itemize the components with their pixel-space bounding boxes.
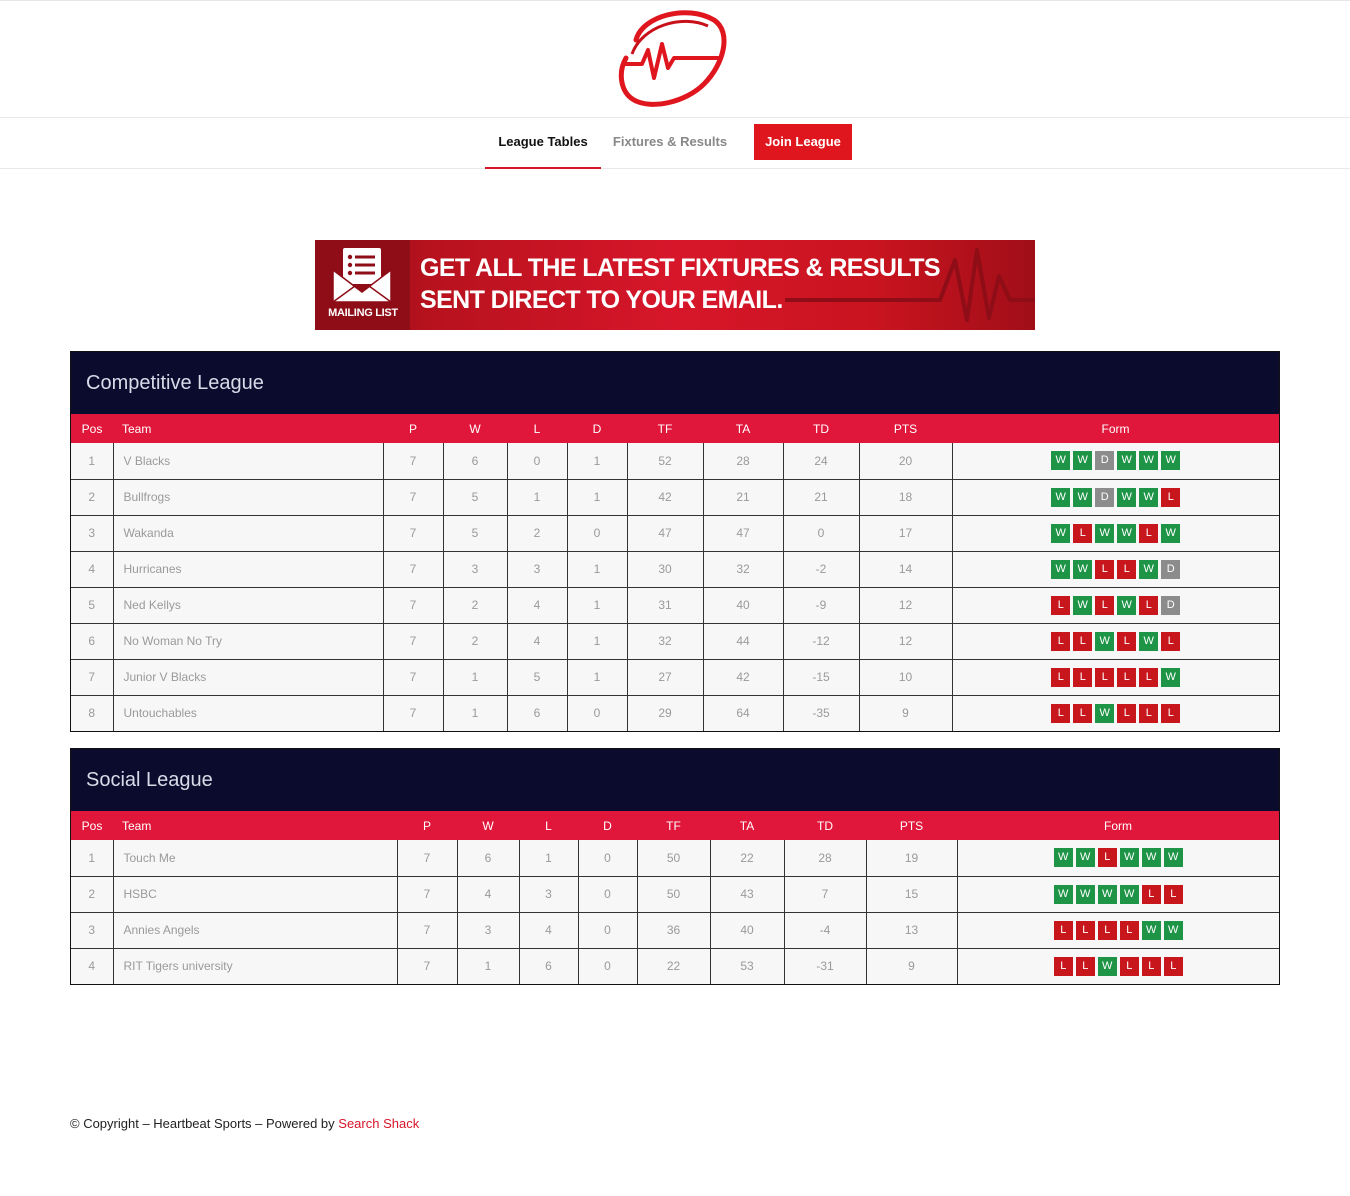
form-badge: L [1117, 632, 1136, 651]
stat-cell-pts: 9 [859, 695, 952, 731]
form-badge: L [1073, 632, 1092, 651]
stat-cell-d: 0 [578, 948, 637, 984]
column-header-d: D [578, 811, 637, 840]
stat-cell-d: 0 [578, 876, 637, 912]
stat-cell-td: -2 [783, 551, 859, 587]
stat-cell-d: 1 [567, 623, 627, 659]
stat-cell-pts: 18 [859, 479, 952, 515]
site-footer [70, 1116, 419, 1131]
table-row [71, 515, 1279, 551]
form-badge: W [1117, 524, 1136, 543]
stat-cell-ta: 42 [703, 659, 783, 695]
form-badge: L [1161, 632, 1180, 651]
table-row [71, 659, 1279, 695]
stat-cell-tf: 50 [637, 876, 710, 912]
form-badge: W [1098, 885, 1117, 904]
form-badge: L [1073, 704, 1092, 723]
stat-cell-d: 0 [578, 840, 637, 876]
team-name-cell: Junior V Blacks [113, 659, 383, 695]
stat-cell-td: 0 [783, 515, 859, 551]
form-badge: L [1051, 632, 1070, 651]
stat-cell-w: 2 [443, 587, 507, 623]
stat-cell-w: 4 [457, 876, 519, 912]
stat-cell-d: 1 [567, 587, 627, 623]
stat-cell-p: 7 [397, 948, 457, 984]
tab-league-tables[interactable]: League Tables [485, 118, 601, 169]
stat-cell-l: 1 [507, 479, 567, 515]
league-table-social [70, 748, 1280, 985]
form-badge: L [1161, 488, 1180, 507]
form-badge: W [1120, 848, 1139, 867]
team-name-cell: HSBC [113, 876, 397, 912]
team-name-cell: Hurricanes [113, 551, 383, 587]
stat-cell-ta: 43 [710, 876, 784, 912]
form-badge: W [1054, 885, 1073, 904]
column-header-p: P [383, 414, 443, 443]
stat-cell-td: -31 [784, 948, 866, 984]
stat-cell-pts: 13 [866, 912, 957, 948]
form-badge: W [1073, 596, 1092, 615]
stat-cell-w: 1 [443, 659, 507, 695]
stat-cell-d: 1 [567, 443, 627, 479]
form-badge: L [1142, 885, 1161, 904]
form-badge: W [1073, 560, 1092, 579]
table-row [71, 623, 1279, 659]
form-badge: D [1095, 451, 1114, 470]
stat-cell-tf: 42 [627, 479, 703, 515]
banner-headline-2: SENT DIRECT TO YOUR EMAIL. [420, 286, 783, 314]
footer-powered-by-link[interactable]: Search Shack [338, 1116, 420, 1131]
stat-cell-tf: 31 [627, 587, 703, 623]
form-cell [952, 443, 1279, 479]
form-badge: L [1139, 524, 1158, 543]
table-row [71, 479, 1279, 515]
table-row [71, 840, 1279, 876]
team-name-cell: Ned Kellys [113, 587, 383, 623]
table-row [71, 443, 1279, 479]
column-header-pts: PTS [859, 414, 952, 443]
stat-cell-td: 21 [783, 479, 859, 515]
stat-cell-td: -12 [783, 623, 859, 659]
form-badge: L [1161, 704, 1180, 723]
stat-cell-pts: 14 [859, 551, 952, 587]
league-title: Competitive League [71, 352, 1279, 414]
stat-cell-tf: 52 [627, 443, 703, 479]
form-badge: W [1095, 524, 1114, 543]
stat-cell-d: 0 [578, 912, 637, 948]
stat-cell-d: 1 [567, 659, 627, 695]
stat-cell-pos: 6 [71, 623, 113, 659]
stat-cell-td: -4 [784, 912, 866, 948]
column-header-w: W [443, 414, 507, 443]
form-badge: D [1161, 596, 1180, 615]
form-badge: L [1139, 668, 1158, 687]
form-badge: L [1054, 921, 1073, 940]
stat-cell-w: 5 [443, 479, 507, 515]
stat-cell-p: 7 [383, 659, 443, 695]
stat-cell-w: 1 [443, 695, 507, 731]
column-header-team: Team [113, 414, 383, 443]
column-header-l: L [507, 414, 567, 443]
team-name-cell: Untouchables [113, 695, 383, 731]
column-header-d: D [567, 414, 627, 443]
form-badge: L [1051, 668, 1070, 687]
form-badge: D [1095, 488, 1114, 507]
form-badge: W [1120, 885, 1139, 904]
column-header-form: Form [952, 414, 1279, 443]
stat-cell-ta: 21 [703, 479, 783, 515]
stat-cell-ta: 44 [703, 623, 783, 659]
form-badge: L [1142, 957, 1161, 976]
stat-cell-ta: 22 [710, 840, 784, 876]
form-badge: L [1098, 921, 1117, 940]
form-badge: L [1164, 957, 1183, 976]
stat-cell-w: 6 [457, 840, 519, 876]
stat-cell-pts: 10 [859, 659, 952, 695]
form-badge: W [1139, 488, 1158, 507]
stat-cell-p: 7 [383, 515, 443, 551]
stat-cell-tf: 50 [637, 840, 710, 876]
column-header-l: L [519, 811, 578, 840]
column-header-tf: TF [627, 414, 703, 443]
form-badge: W [1161, 668, 1180, 687]
team-name-cell: Bullfrogs [113, 479, 383, 515]
team-name-cell: Wakanda [113, 515, 383, 551]
form-badge: L [1098, 848, 1117, 867]
table-row [71, 551, 1279, 587]
form-badge: L [1139, 596, 1158, 615]
main-nav [0, 118, 1350, 169]
form-badge: W [1117, 451, 1136, 470]
stat-cell-td: 24 [783, 443, 859, 479]
form-badge: W [1076, 885, 1095, 904]
form-badge: W [1139, 451, 1158, 470]
stat-cell-td: 7 [784, 876, 866, 912]
form-badge: W [1095, 632, 1114, 651]
form-badge: W [1098, 957, 1117, 976]
stat-cell-l: 2 [507, 515, 567, 551]
stat-cell-w: 3 [443, 551, 507, 587]
stat-cell-l: 4 [519, 912, 578, 948]
banner-mailing-list-label: MAILING LIST [328, 307, 398, 319]
column-header-ta: TA [710, 811, 784, 840]
column-header-ta: TA [703, 414, 783, 443]
stat-cell-p: 7 [397, 876, 457, 912]
standings-table [71, 414, 1279, 731]
form-badge: L [1073, 668, 1092, 687]
form-badge: L [1120, 957, 1139, 976]
stat-cell-l: 5 [507, 659, 567, 695]
form-cell [952, 551, 1279, 587]
column-header-w: W [457, 811, 519, 840]
stat-cell-tf: 27 [627, 659, 703, 695]
site-header [0, 0, 1350, 118]
stat-cell-ta: 40 [710, 912, 784, 948]
form-badge: L [1054, 957, 1073, 976]
form-cell [952, 515, 1279, 551]
form-cell [952, 587, 1279, 623]
form-badge: L [1139, 704, 1158, 723]
stat-cell-p: 7 [383, 551, 443, 587]
form-badge: W [1117, 596, 1136, 615]
form-badge: L [1117, 668, 1136, 687]
form-badge: D [1161, 560, 1180, 579]
stat-cell-ta: 53 [710, 948, 784, 984]
form-cell [952, 623, 1279, 659]
form-badge: L [1076, 957, 1095, 976]
stat-cell-ta: 32 [703, 551, 783, 587]
form-badge: W [1139, 632, 1158, 651]
form-badge: L [1095, 668, 1114, 687]
heartbeat-logo-icon[interactable] [612, 6, 732, 112]
table-row [71, 912, 1279, 948]
stat-cell-ta: 64 [703, 695, 783, 731]
stat-cell-d: 0 [567, 695, 627, 731]
stat-cell-pos: 3 [71, 912, 113, 948]
stat-cell-tf: 30 [627, 551, 703, 587]
form-badge: L [1120, 921, 1139, 940]
league-table-competitive [70, 351, 1280, 732]
table-row [71, 876, 1279, 912]
form-badge: W [1051, 560, 1070, 579]
stat-cell-pos: 5 [71, 587, 113, 623]
tab-fixtures-results[interactable]: Fixtures & Results [612, 134, 728, 149]
table-row [71, 587, 1279, 623]
stat-cell-d: 0 [567, 515, 627, 551]
form-badge: W [1139, 560, 1158, 579]
form-badge: W [1051, 488, 1070, 507]
stat-cell-tf: 22 [637, 948, 710, 984]
column-header-pts: PTS [866, 811, 957, 840]
stat-cell-pos: 4 [71, 948, 113, 984]
table-row [71, 695, 1279, 731]
form-badge: L [1073, 524, 1092, 543]
stat-cell-l: 0 [507, 443, 567, 479]
form-badge: W [1161, 451, 1180, 470]
stat-cell-p: 7 [383, 443, 443, 479]
stat-cell-pos: 1 [71, 840, 113, 876]
column-header-td: TD [784, 811, 866, 840]
form-badge: W [1117, 488, 1136, 507]
stat-cell-l: 3 [519, 876, 578, 912]
team-name-cell: V Blacks [113, 443, 383, 479]
stat-cell-p: 7 [383, 587, 443, 623]
stat-cell-w: 3 [457, 912, 519, 948]
column-header-p: P [397, 811, 457, 840]
form-badge: W [1054, 848, 1073, 867]
stat-cell-pts: 19 [866, 840, 957, 876]
table-row [71, 948, 1279, 984]
form-cell [952, 695, 1279, 731]
stat-cell-p: 7 [383, 695, 443, 731]
stat-cell-pos: 2 [71, 479, 113, 515]
form-cell [957, 840, 1279, 876]
stat-cell-pos: 1 [71, 443, 113, 479]
standings-table [71, 811, 1279, 984]
team-name-cell: Annies Angels [113, 912, 397, 948]
form-badge: W [1164, 848, 1183, 867]
stat-cell-td: -9 [783, 587, 859, 623]
stat-cell-pts: 15 [866, 876, 957, 912]
join-league-button[interactable]: Join League [754, 124, 852, 160]
stat-cell-pts: 12 [859, 587, 952, 623]
stat-cell-w: 5 [443, 515, 507, 551]
form-badge: W [1164, 921, 1183, 940]
stat-cell-pos: 4 [71, 551, 113, 587]
form-badge: L [1164, 885, 1183, 904]
form-cell [952, 659, 1279, 695]
form-badge: W [1095, 704, 1114, 723]
stat-cell-ta: 28 [703, 443, 783, 479]
stat-cell-pos: 8 [71, 695, 113, 731]
form-badge: L [1095, 560, 1114, 579]
stat-cell-p: 7 [397, 912, 457, 948]
team-name-cell: Touch Me [113, 840, 397, 876]
stat-cell-tf: 32 [627, 623, 703, 659]
stat-cell-ta: 47 [703, 515, 783, 551]
stat-cell-d: 1 [567, 551, 627, 587]
league-title: Social League [71, 749, 1279, 811]
column-header-tf: TF [637, 811, 710, 840]
stat-cell-td: -15 [783, 659, 859, 695]
form-cell [957, 876, 1279, 912]
form-badge: W [1073, 451, 1092, 470]
form-badge: W [1142, 848, 1161, 867]
form-cell [952, 479, 1279, 515]
stat-cell-d: 1 [567, 479, 627, 515]
form-badge: L [1051, 596, 1070, 615]
stat-cell-pts: 20 [859, 443, 952, 479]
stat-cell-pos: 2 [71, 876, 113, 912]
form-cell [957, 912, 1279, 948]
stat-cell-w: 1 [457, 948, 519, 984]
stat-cell-w: 6 [443, 443, 507, 479]
stat-cell-pts: 9 [866, 948, 957, 984]
column-header-team: Team [113, 811, 397, 840]
stat-cell-l: 4 [507, 587, 567, 623]
mailing-list-banner[interactable] [315, 240, 1035, 330]
form-badge: W [1161, 524, 1180, 543]
stat-cell-p: 7 [383, 479, 443, 515]
stat-cell-l: 3 [507, 551, 567, 587]
stat-cell-td: 28 [784, 840, 866, 876]
stat-cell-tf: 29 [627, 695, 703, 731]
form-badge: W [1142, 921, 1161, 940]
form-badge: W [1051, 524, 1070, 543]
stat-cell-p: 7 [383, 623, 443, 659]
form-badge: W [1073, 488, 1092, 507]
stat-cell-p: 7 [397, 840, 457, 876]
stat-cell-l: 1 [519, 840, 578, 876]
stat-cell-l: 6 [507, 695, 567, 731]
form-badge: L [1117, 704, 1136, 723]
stat-cell-pts: 12 [859, 623, 952, 659]
stat-cell-w: 2 [443, 623, 507, 659]
form-badge: L [1117, 560, 1136, 579]
form-badge: L [1095, 596, 1114, 615]
form-badge: L [1051, 704, 1070, 723]
stat-cell-td: -35 [783, 695, 859, 731]
column-header-form: Form [957, 811, 1279, 840]
form-badge: W [1076, 848, 1095, 867]
column-header-pos: Pos [71, 414, 113, 443]
form-cell [957, 948, 1279, 984]
form-badge: L [1076, 921, 1095, 940]
stat-cell-pts: 17 [859, 515, 952, 551]
stat-cell-tf: 36 [637, 912, 710, 948]
stat-cell-pos: 7 [71, 659, 113, 695]
column-header-td: TD [783, 414, 859, 443]
footer-copyright: © Copyright – Heartbeat Sports – Powered by [70, 1116, 339, 1131]
stat-cell-pos: 3 [71, 515, 113, 551]
team-name-cell: RIT Tigers university [113, 948, 397, 984]
stat-cell-ta: 40 [703, 587, 783, 623]
stat-cell-tf: 47 [627, 515, 703, 551]
banner-headline-1: GET ALL THE LATEST FIXTURES & RESULTS [420, 254, 940, 282]
stat-cell-l: 4 [507, 623, 567, 659]
form-badge: W [1051, 451, 1070, 470]
team-name-cell: No Woman No Try [113, 623, 383, 659]
heartbeat-pulse-icon [315, 240, 1035, 330]
column-header-pos: Pos [71, 811, 113, 840]
stat-cell-l: 6 [519, 948, 578, 984]
